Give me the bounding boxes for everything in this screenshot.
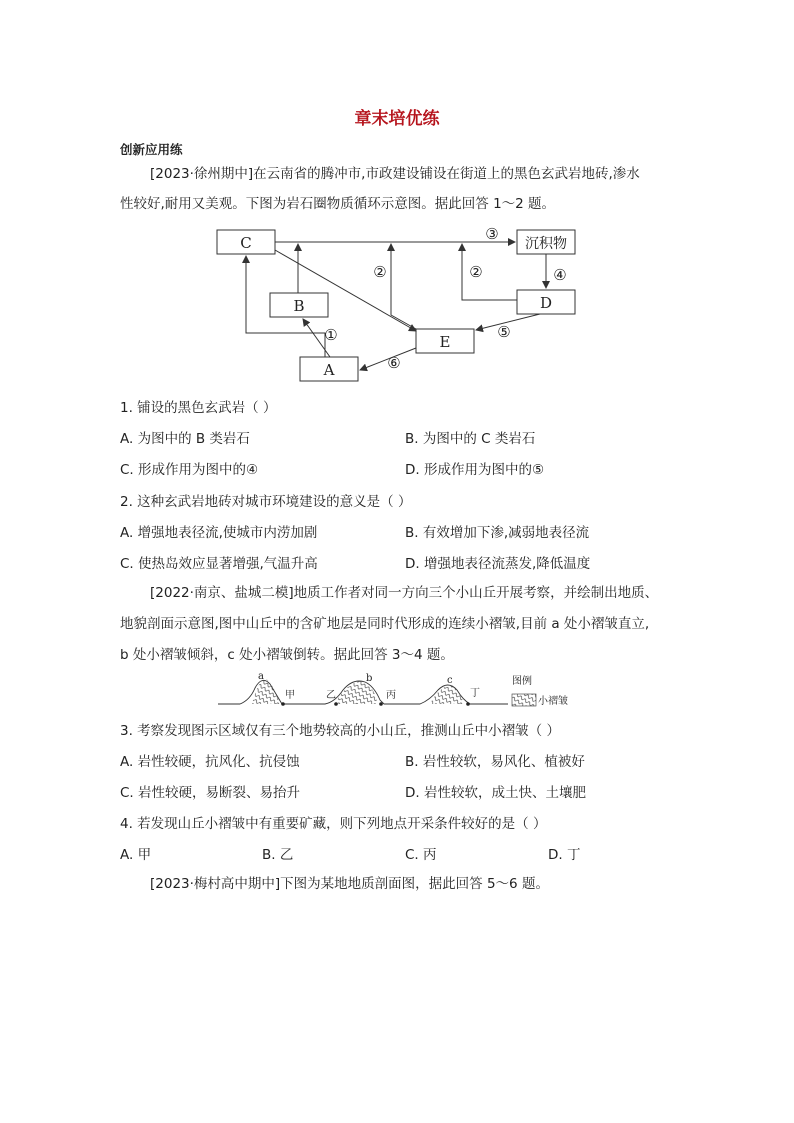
page-title: 章末培优练: [354, 109, 440, 129]
label-5: ⑤: [497, 323, 511, 341]
label-4: ④: [553, 266, 567, 284]
intro1-line1: [2023·徐州期中]在云南省的腾冲市,市政建设铺设在街道上的黑色玄武岩地砖,渗水: [150, 166, 640, 182]
q4-option-b: B. 乙: [262, 847, 294, 863]
q2-stem: 2. 这种玄武岩地砖对城市环境建设的意义是（ ）: [120, 494, 412, 510]
label-a: a: [258, 671, 264, 682]
q2-option-b: B. 有效增加下渗,减弱地表径流: [405, 525, 590, 541]
rock-cycle-diagram: [200, 222, 600, 387]
box-c-label: C: [240, 234, 252, 252]
label-6: ⑥: [387, 354, 401, 372]
label-1: ①: [324, 326, 338, 344]
legend-title: 图例: [512, 676, 532, 687]
q2-option-a: A. 增强地表径流,使城市内涝加剧: [120, 525, 318, 541]
section-heading: 创新应用练: [120, 142, 183, 157]
point-jia: [281, 702, 285, 706]
q4-stem: 4. 若发现山丘小褶皱中有重要矿藏，则下列地点开采条件较好的是（ ）: [120, 816, 547, 832]
geologic-profile-diagram: [215, 670, 595, 710]
q2-option-d: D. 增强地表径流蒸发,降低温度: [405, 556, 591, 572]
q3-option-c: C. 岩性较硬，易断裂、易抬升: [120, 785, 301, 801]
legend-fold-swatch: [512, 694, 536, 706]
q1-option-a: A. 为图中的 B 类岩石: [120, 431, 250, 447]
q4-option-d: D. 丁: [548, 847, 581, 863]
q1-stem: 1. 铺设的黑色玄武岩（ ）: [120, 400, 277, 416]
box-d-label: D: [539, 294, 553, 312]
box-a-label: A: [323, 361, 335, 379]
legend-item-label: 小褶皱: [538, 696, 568, 707]
q1-option-c: C. 形成作用为图中的④: [120, 462, 259, 478]
intro3: [2023·梅村高中期中]下图为某地地质剖面图，据此回答 5～6 题。: [150, 876, 549, 892]
q1-option-b: B. 为图中的 C 类岩石: [405, 431, 536, 447]
label-c: c: [447, 675, 453, 686]
q2-option-c: C. 使热岛效应显著增强,气温升高: [120, 556, 318, 572]
q3-option-d: D. 岩性较软，成土快、土壤肥: [405, 785, 586, 801]
intro1-line2: 性较好,耐用又美观。下图为岩石圈物质循环示意图。据此回答 1～2 题。: [120, 196, 556, 212]
q3-option-a: A. 岩性较硬，抗风化、抗侵蚀: [120, 754, 300, 770]
label-bing: 丙: [386, 690, 396, 701]
q1-option-d: D. 形成作用为图中的⑤: [405, 462, 545, 478]
q3-option-b: B. 岩性较软，易风化、植被好: [405, 754, 585, 770]
label-b: b: [366, 673, 373, 684]
intro2-line3: b 处小褶皱倾斜，c 处小褶皱倒转。据此回答 3～4 题。: [120, 647, 454, 663]
label-3: ③: [485, 225, 499, 243]
box-sediment-label: 沉积物: [525, 236, 567, 252]
label-2a: ②: [373, 263, 387, 281]
q3-stem: 3. 考察发现图示区域仅有三个地势较高的小山丘，推测山丘中小褶皱（ ）: [120, 723, 560, 739]
intro2-line2: 地貌剖面示意图,图中山丘中的含矿地层是同时代形成的连续小褶皱,目前 a 处小褶皱直立,: [120, 616, 650, 632]
box-b-label: B: [293, 297, 305, 315]
label-2b: ②: [469, 263, 483, 281]
box-e-label: E: [439, 333, 451, 351]
label-yi: 乙: [326, 690, 336, 701]
q4-option-a: A. 甲: [120, 847, 152, 863]
fold-a: [252, 679, 280, 704]
point-yi: [334, 702, 338, 706]
label-jia: 甲: [285, 690, 295, 701]
point-ding: [466, 702, 470, 706]
q4-option-c: C. 丙: [405, 847, 437, 863]
label-ding: 丁: [470, 688, 480, 699]
intro2-line1: [2022·南京、盐城二模]地质工作者对同一方向三个小山丘开展考察，并绘制出地质、: [150, 585, 659, 601]
point-bing: [379, 702, 383, 706]
